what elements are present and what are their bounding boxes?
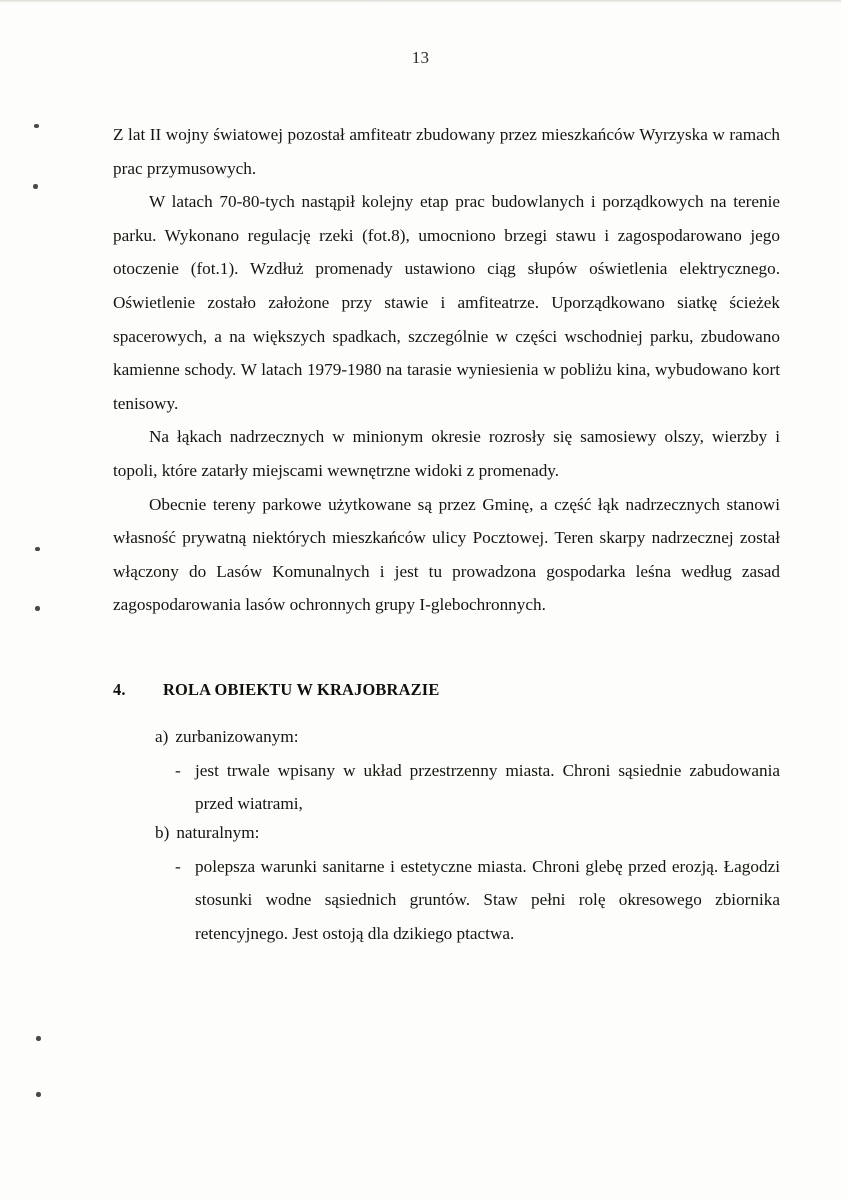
lettered-item-b-marker: b) [155,823,170,842]
scan-speckle [36,1092,41,1097]
bullet-b-1 [175,850,780,951]
body-text-block [113,118,780,622]
paragraph-lata-70-80: W latach 70-80-tych nastąpił kolejny etap prac budowlanych i porządkowych na terenie parku. Wykonano regulację rzeki (fot.8), umocniono brzegi stawu i zagospodarowano jego otoczenie (fot.1). Wzdłuż promenady ustawiono ciąg słupów oświetlenia elektrycznego. Oświetlenie zostało założone przy stawie i amfiteatrze. Uporządkowano siatkę ścieżek spacerowych, a na większych spadkach, szczególnie w części wschodniej parku, zbudowano kamienne schody. W latach 1979-1980 na tarasie wyniesienia w pobliżu kina, wybudowano kort tenisowy. [113,192,780,413]
section-title: ROLA OBIEKTU W KRAJOBRAZIE [163,680,440,699]
scan-speckle [36,1036,41,1041]
page-number: 13 [411,48,430,67]
scan-speckle [35,547,40,551]
scan-speckle [35,606,40,611]
bullet-b-1-text: polepsza warunki sanitarne i estetyczne miasta. Chroni glebę przed erozją. Łagodzi stosunki wodne sąsiednich gruntów. Staw pełni rolę okresowego zbiornika retencyjnego. Jest ostoją dla dzikiego ptactwa. [195,856,780,943]
sublist-naturalnym [113,816,780,950]
lettered-item-a-marker: a) [155,727,169,746]
scan-speckle [34,124,39,128]
bullet-a-1-text: jest trwale wpisany w układ przestrzenny miasta. Chroni sąsiednie zabudowania przed wiatrami, [195,760,780,814]
paragraph-obecnie: Obecnie tereny parkowe użytkowane są przez Gminę, a część łąk nadrzecznych stanowi własność prywatną niektórych mieszkańców ulicy Pocztowej. Teren skarpy nadrzecznej został włączony do Lasów Komunalnych i jest tu prowadzona gospodarka leśna według zasad zagospodarowania lasów ochronnych grupy I-glebochronnych. [113,494,780,615]
scan-speckle [33,184,38,189]
bullet-a-1 [175,754,780,821]
lettered-item-a-label: zurbanizowanym: [175,727,299,746]
dash-marker-icon: - [175,760,181,780]
section-heading [113,680,780,700]
lettered-item-a [155,720,780,754]
paragraph-amfiteatr: Z lat II wojny światowej pozostał amfiteatr zbudowany przez mieszkańców Wyrzyska w ramach prac przymusowych. [113,125,780,178]
lettered-item-b-label: naturalnym: [176,823,260,842]
sublist-zurbanizowanym [113,720,780,821]
paragraph-lakach: Na łąkach nadrzecznych w minionym okresie rozrosły się samosiewy olszy, wierzby i topoli, które zatarły miejscami wewnętrzne widoki z promenady. [113,427,780,480]
dash-marker-icon: - [175,856,181,876]
scan-edge-shadow [0,0,841,3]
section-number: 4. [113,680,126,699]
lettered-item-b [155,816,780,850]
